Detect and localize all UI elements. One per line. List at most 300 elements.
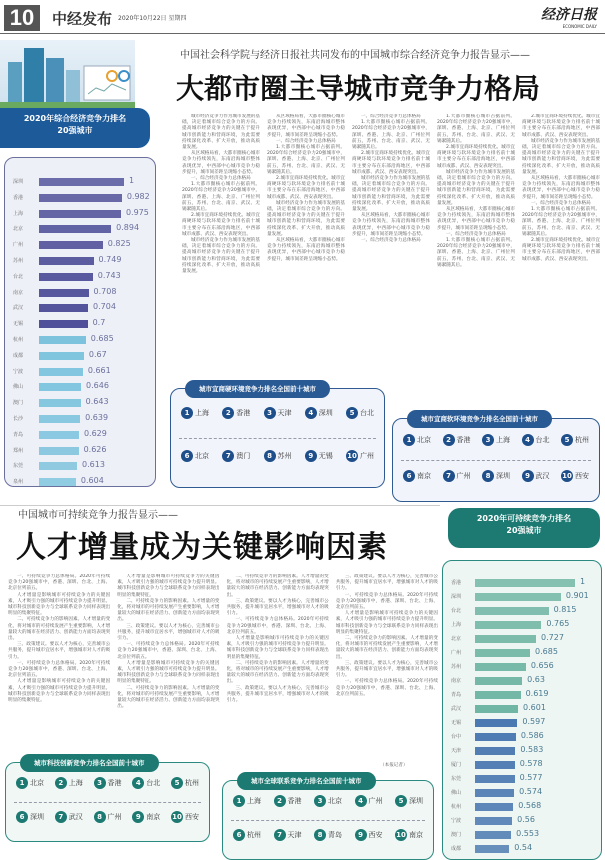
- bar-value: 1: [580, 577, 586, 586]
- ranked-city: [181, 450, 209, 462]
- rank-badge: 7: [443, 470, 455, 482]
- city-name: 成都: [13, 352, 24, 359]
- ranked-city: [264, 407, 292, 419]
- rank-badge: 7: [55, 811, 67, 823]
- bar: [39, 336, 86, 344]
- city-name: 台北: [13, 273, 24, 280]
- box-title: 城市宜商软环境竞争力排名全国前十城市: [407, 410, 552, 428]
- ranked-city: [482, 470, 510, 482]
- rank-badge: 5: [346, 407, 358, 419]
- city-name: 上海: [451, 622, 462, 628]
- paragraph: 从区域格局看，大都市圈核心城市竞争力持续领先，东南沿海城市整体表现优异，中西部中心城市竞争力稳步提升，城市间差距呈现缩小态势。: [522, 176, 600, 200]
- city-label: 南京: [417, 471, 431, 480]
- chart-row: [443, 717, 601, 729]
- section-title: 中经发布: [52, 10, 113, 28]
- paragraph: 2.城市宜商环境持续优化。城市宜商硬环境与软环境竞争力排名前十城市主要分布在东部沿海地区，中西部城市成都、武汉、西安表现突出。: [437, 145, 515, 169]
- rank-badge: 1: [403, 434, 415, 446]
- city-name: 无锡: [451, 720, 462, 726]
- text-column: [227, 574, 329, 742]
- city-label: 广州: [368, 797, 383, 806]
- bar: [475, 719, 517, 727]
- city-label: 武汉: [68, 813, 83, 822]
- chart-row: [5, 208, 155, 220]
- city-label: 上海: [496, 435, 510, 444]
- paragraph: 2.城市宜商环境持续优化。城市宜商硬环境与软环境竞争力排名前十城市主要分布在东部沿海地区，中西部城市成都、武汉、西安表现突出。: [352, 151, 430, 175]
- city-name: 澳门: [13, 400, 24, 407]
- city-label: 南京: [146, 813, 161, 822]
- paragraph: 三、政策建议。要以人才为核心，完善城市公共服务，提升城市宜居水平，增强城市对人才的吸引力。: [226, 685, 329, 704]
- paragraph: 二、可持续竞争力的影响因素。人才增量的变化，将对城市的可持续发展产生重要影响，人才增量较大的城市在经济活力、创新能力方面均表现突出。: [226, 660, 329, 685]
- chart-row: [443, 661, 601, 673]
- bar: [475, 635, 536, 643]
- rank-badge: 2: [222, 407, 234, 419]
- chart-row: [5, 192, 155, 204]
- city-label: 台北: [360, 408, 374, 417]
- chart-row: [5, 429, 155, 441]
- chart-row: [5, 223, 155, 235]
- city-label: 上海: [247, 797, 261, 806]
- ranked-city: [16, 777, 44, 789]
- paragraph: 2.城市宜商环境持续优化。城市宜商硬环境与软环境竞争力排名前十城市主要分布在东部沿海地区，中西部城市成都、武汉、西安表现突出。: [182, 213, 260, 237]
- city-label: 北京: [328, 797, 342, 806]
- rank-badge: 3: [94, 777, 106, 789]
- bar-value: 0.626: [83, 444, 107, 454]
- rank-badge: 7: [274, 829, 286, 841]
- rank-badge: 5: [395, 795, 407, 807]
- rank-badge: 5: [561, 434, 573, 446]
- city-label: 香港: [236, 408, 251, 417]
- page-number: 10: [4, 5, 40, 31]
- ranked-city: [233, 829, 261, 841]
- bar: [39, 447, 79, 455]
- chart-row: [5, 255, 155, 267]
- ranked-city: [443, 470, 471, 482]
- city-name: 深圳: [451, 594, 462, 600]
- paragraph: 一、可持续竞争力总体格局。2020年可持续竞争力20强城市中，香港、深圳、台北、上海、北京位列前五。: [117, 642, 220, 660]
- chart-row: [443, 633, 601, 645]
- city-name: 泉州: [13, 479, 24, 486]
- bar-value: 0.685: [90, 334, 114, 343]
- paragraph: 三、政策建议。要以人才为核心，完善城市公共服务，提升城市宜居水平，增强城市对人才的吸引力。: [335, 660, 438, 679]
- global-connection-box: [222, 777, 434, 860]
- rank-badge: 3: [314, 795, 326, 807]
- dashed-divider: [231, 820, 425, 821]
- newspaper-logo-en: ECONOMIC DAILY: [562, 24, 597, 29]
- rank-badge: 9: [355, 829, 367, 841]
- city-label: 上海: [195, 408, 209, 417]
- bar-value: 0.685: [535, 647, 558, 656]
- chart-row: [5, 381, 155, 393]
- bar: [39, 478, 76, 486]
- chart-row: [443, 619, 601, 631]
- bar: [39, 257, 94, 265]
- bar: [39, 383, 81, 391]
- city-label: 广州: [360, 451, 374, 460]
- ranked-city: [222, 407, 250, 419]
- city-name: 台中: [451, 734, 462, 740]
- city-name: 北京: [451, 636, 462, 642]
- bar-value: 0.815: [553, 605, 577, 614]
- bar: [39, 320, 88, 328]
- chart-row: [443, 829, 601, 841]
- chart-row: [443, 745, 601, 757]
- ranked-city: [305, 407, 333, 419]
- ranked-city: [222, 450, 250, 462]
- city-name: 上海: [13, 210, 24, 217]
- bar-value: 0.656: [530, 661, 554, 670]
- box-title: 城市科技创新竞争力排名全国前十城市: [20, 754, 159, 772]
- ranked-city: [94, 811, 122, 823]
- city-name: 武汉: [451, 706, 462, 712]
- rank-badge: 1: [181, 407, 193, 419]
- city-label: 南京: [409, 831, 423, 840]
- city-name: 南京: [451, 678, 462, 684]
- chart-row: [443, 773, 601, 785]
- paragraph: 2.城市宜商环境持续优化。城市宜商硬环境与软环境竞争力排名前十城市主要分布在东部沿海地区，中西部城市成都、武汉、西安表现突出。: [522, 238, 600, 262]
- city-label: 深圳: [318, 408, 333, 417]
- bar: [39, 352, 84, 360]
- ranked-city: [346, 407, 374, 419]
- rank-badge: 5: [171, 777, 183, 789]
- rank-badge: 7: [222, 450, 234, 462]
- ranked-city: [522, 470, 550, 482]
- paragraph: 1.大都市圈核心城市占据前列。2020年综合经济竞争力20强城市中，深圳、香港、上海、北京、广州位列前五，苏州、台北、南京、武汉、无锡紧随其后。: [437, 238, 515, 268]
- bar-value: 0.982: [126, 191, 150, 201]
- ranked-city: [561, 470, 589, 482]
- ranked-city: [132, 777, 160, 789]
- city-name: 广州: [13, 242, 24, 249]
- paragraph: 1.大都市圈核心城市占据前列。2020年综合经济竞争力20强城市中，深圳、香港、上海、北京、广州位列前五，苏州、台北、南京、武汉、无锡紧随其后。: [182, 182, 260, 213]
- chart-row: [5, 460, 155, 472]
- bottom-article-kicker: 中国城市可持续竞争力报告显示——: [18, 510, 178, 521]
- paragraph: 从区域格局看，大都市圈核心城市竞争力持续领先，东南沿海城市整体表现优异，中西部中心城市竞争力稳步提升，城市间差距呈现缩小态势。: [182, 151, 260, 175]
- bar-value: 0.743: [97, 270, 121, 280]
- bar-value: 0.56: [517, 815, 535, 824]
- bar-value: 0.749: [98, 255, 122, 264]
- bar: [39, 431, 79, 439]
- city-name: 宁波: [13, 368, 24, 375]
- top-article-body: [182, 114, 600, 376]
- paragraph: 三、政策建议。要以人才为核心，完善城市公共服务，提升城市宜居水平，增强城市对人才的吸引力。: [8, 642, 111, 660]
- bar-value: 0.568: [518, 801, 542, 810]
- right-chart-title: [448, 508, 600, 548]
- chart-row: [443, 591, 601, 603]
- city-label: 杭州: [247, 831, 261, 840]
- city-label: 苏州: [277, 451, 292, 460]
- city-name: 厦门: [451, 762, 462, 768]
- city-name: 香港: [13, 194, 24, 201]
- chart-row: [443, 815, 601, 827]
- bar: [475, 677, 522, 685]
- rank-badge: 4: [305, 407, 317, 419]
- chart-row: [443, 787, 601, 799]
- city-name: 杭州: [451, 804, 462, 810]
- city-label: 杭州: [185, 779, 199, 788]
- chart-row: [5, 176, 155, 188]
- ranked-city: [94, 777, 122, 789]
- ranked-city: [443, 434, 471, 446]
- paragraph: 人才增量是影响城市可持续竞争力的关键因素，人才吸引力强的城市可持续竞争力提升明显。城市科技创新竞争力与全球联系竞争力同样表现出明显的集聚特征。: [8, 592, 111, 617]
- paragraph: 1.大都市圈核心城市占据前列。2020年综合经济竞争力20强城市中，深圳、香港、上海、北京、广州位列前五，苏州、台北、南京、武汉、无锡紧随其后。: [352, 120, 430, 151]
- ranked-city: [55, 811, 83, 823]
- paragraph: 1.大都市圈核心城市占据前列。2020年综合经济竞争力20强城市中，深圳、香港、上海、北京、广州位列前五，苏州、台北、南京、武汉、无锡紧随其后。: [437, 114, 515, 144]
- bar-value: 0.894: [116, 223, 140, 233]
- ranked-city: [346, 450, 374, 462]
- city-label: 北京: [417, 435, 431, 444]
- city-label: 北京: [30, 779, 44, 788]
- paragraph: 二、可持续竞争力的影响因素。人才增量的变化，将对城市的可持续发展产生重要影响，人才增量较大的城市在经济活力、创新能力方面均表现突出。: [8, 617, 111, 642]
- bar-value: 0.601: [523, 703, 546, 712]
- rank-badge: 6: [233, 829, 245, 841]
- city-label: 西安: [185, 813, 199, 822]
- paragraph: 三、政策建议。要以人才为核心，完善城市公共服务，提升城市宜居水平，增强城市对人才的吸引力。: [117, 623, 220, 642]
- city-label: 香港: [107, 779, 122, 788]
- rank-badge: 9: [305, 450, 317, 462]
- bar-value: 0.553: [516, 829, 540, 838]
- paragraph: 一、可持续竞争力总体格局。2020年可持续竞争力20强城市中，香港、深圳、台北、上海、北京位列前五。: [226, 617, 329, 635]
- bar: [475, 649, 530, 657]
- bar-value: 0.704: [93, 302, 116, 312]
- bar: [39, 194, 122, 202]
- paragraph: 1.大都市圈核心城市占据前列。2020年综合经济竞争力20强城市中，深圳、香港、上海、北京、广州位列前五，苏州、台北、南京、武汉、无锡紧随其后。: [267, 145, 345, 175]
- chart-row: [443, 647, 601, 659]
- city-label: 澳门: [236, 451, 251, 460]
- header-rule: [0, 33, 605, 34]
- bar-value: 0.578: [519, 759, 543, 768]
- left-ranking-chart: [4, 157, 156, 487]
- paragraph: 城市经济竞争力作为城市发展的基础，决定着城市综合竞争力的方向。提高城市经济竞争力的关键在于提升城市创新能力和营商环境，为此需要持续深化改革、扩大开放，推动高质量发展。: [182, 114, 260, 151]
- chart-row: [5, 397, 155, 409]
- chart-row: [443, 577, 601, 589]
- chart-row: [443, 801, 601, 813]
- city-label: 深圳: [409, 797, 423, 806]
- right-chart-title-line1: 2020年可持续竞争力排名: [476, 514, 572, 523]
- ranked-city: [171, 777, 199, 789]
- bottom-article-headline: 人才增量成为关键影响因素: [16, 530, 388, 565]
- bar: [475, 663, 526, 671]
- ranked-city: [264, 450, 292, 462]
- bar: [39, 178, 124, 186]
- rank-badge: 10: [347, 451, 357, 460]
- rank-badge: 6: [16, 811, 28, 823]
- tech-innovation-box: [5, 759, 210, 842]
- bar-value: 0.646: [86, 381, 109, 391]
- city-label: 香港: [287, 797, 302, 806]
- bar-value: 0.639: [85, 413, 109, 422]
- bar-value: 0.67: [88, 349, 107, 359]
- city-label: 北京: [195, 451, 209, 460]
- rank-badge: 3: [264, 407, 276, 419]
- city-name: 深圳: [13, 179, 24, 185]
- bar: [39, 415, 80, 423]
- paragraph: 二、可持续竞争力的影响因素。人才增量的变化，将对城市的可持续发展产生重要影响，人才增量较大的城市在经济活力、创新能力方面均表现突出。: [226, 574, 329, 598]
- bar-value: 0.825: [107, 239, 131, 249]
- bar: [39, 225, 111, 233]
- rank-badge: 2: [443, 434, 455, 446]
- rank-badge: 2: [55, 777, 67, 789]
- paragraph: 城市经济竞争力作为城市发展的基础，决定着城市综合竞争力的方向。提高城市经济竞争力的关键在于提升城市创新能力和营商环境，为此需要持续深化改革、扩大开放，推动高质量发展。: [182, 238, 260, 275]
- paragraph: 一、综合经济竞争力总体格局: [191, 176, 251, 182]
- ranked-city: [16, 811, 44, 823]
- bar: [475, 831, 511, 839]
- city-name: 佛山: [451, 790, 462, 796]
- top-article-headline: 大都市圈主导城市竞争力格局: [176, 72, 541, 105]
- city-label: 武汉: [535, 471, 550, 480]
- bar: [475, 803, 513, 811]
- chart-row: [443, 689, 601, 701]
- rank-badge: 6: [181, 450, 193, 462]
- city-name: 成都: [451, 846, 462, 852]
- bar: [39, 304, 88, 312]
- bar: [475, 733, 516, 741]
- city-name: 青岛: [451, 692, 462, 698]
- bar: [39, 462, 77, 470]
- chart-row: [443, 731, 601, 743]
- ranked-city: [403, 470, 431, 482]
- city-label: 深圳: [30, 813, 44, 822]
- left-chart-title: [0, 108, 150, 148]
- city-name: 佛山: [13, 384, 24, 391]
- city-label: 台北: [535, 435, 550, 444]
- chart-row: [5, 239, 155, 251]
- skyline-icon: [0, 40, 135, 108]
- paragraph: 二、可持续竞争力的影响因素。人才增量的变化，将对城市的可持续发展产生重要影响，人才增量较大的城市在经济活力、创新能力方面均表现突出。: [117, 685, 220, 710]
- rank-badge: 8: [94, 811, 106, 823]
- ranked-city: [55, 777, 83, 789]
- rank-badge: 9: [522, 470, 534, 482]
- chart-row: [5, 366, 155, 378]
- bar: [475, 817, 512, 825]
- rank-badge: 4: [522, 434, 534, 446]
- city-name: 苏州: [451, 664, 462, 670]
- paragraph: 三、政策建议。要以人才为核心，完善城市公共服务，提升城市宜居水平，增强城市对人才的吸引力。: [335, 574, 438, 592]
- city-label: 天津: [287, 831, 302, 840]
- paragraph: 人才增量是影响城市可持续竞争力的关键因素，人才吸引力强的城市可持续竞争力提升明显。城市科技创新竞争力与全球联系竞争力同样表现出明显的集聚特征。: [226, 636, 329, 660]
- bar-value: 1: [129, 176, 135, 185]
- chart-row: [5, 413, 155, 425]
- bar-value: 0.708: [93, 286, 117, 296]
- city-name: 南京: [13, 289, 24, 296]
- ranked-city: [355, 829, 383, 841]
- bar: [475, 845, 509, 853]
- bar: [475, 691, 521, 699]
- chart-row: [5, 334, 155, 346]
- city-label: 无锡: [318, 451, 333, 460]
- chart-row: [5, 476, 155, 488]
- city-name: 广州: [451, 650, 462, 656]
- soft-environment-box: [392, 415, 600, 502]
- chart-row: [443, 843, 601, 855]
- city-label: 青岛: [328, 831, 342, 840]
- bar-value: 0.577: [519, 773, 543, 782]
- city-name: 无锡: [13, 321, 24, 328]
- city-name: 天津: [451, 748, 462, 754]
- text-column: [336, 574, 438, 742]
- paragraph: 人才增量是影响城市可持续竞争力的关键因素，人才吸引力强的城市可持续竞争力提升明显。城市科技创新竞争力与全球联系竞争力同样表现出明显的集聚特征。: [117, 574, 220, 598]
- paragraph: 2.城市宜商环境持续优化。城市宜商硬环境与软环境竞争力排名前十城市主要分布在东部沿海地区，中西部城市成都、武汉、西安表现突出。: [267, 176, 345, 200]
- city-illustration: [0, 40, 135, 108]
- bar: [475, 579, 575, 587]
- issue-date: 2020年10月22日 星期四: [118, 15, 187, 22]
- text-column: [352, 114, 430, 376]
- chart-row: [5, 445, 155, 457]
- paragraph: 一、可持续竞争力总体格局。2020年可持续竞争力20强城市中，香港、深圳、台北、上海、北京位列前五。: [335, 592, 438, 611]
- rank-badge: 6: [403, 470, 415, 482]
- bar-value: 0.643: [85, 397, 109, 407]
- ranked-city: [233, 795, 261, 807]
- ranked-city: [561, 434, 589, 446]
- bar-value: 0.63: [527, 675, 545, 684]
- chart-row: [5, 287, 155, 299]
- box-title: 城市宜商硬环境竞争力排名全国前十城市: [185, 380, 330, 398]
- ranked-city: [274, 795, 302, 807]
- newspaper-logo: 经济日报: [541, 7, 597, 23]
- text-column: [437, 114, 515, 376]
- bar-value: 0.54: [514, 843, 533, 852]
- right-ranking-chart: [442, 560, 602, 860]
- city-name: 青岛: [13, 431, 24, 438]
- rank-badge: 4: [355, 795, 367, 807]
- paragraph: 1.大都市圈核心城市占据前列。2020年综合经济竞争力20强城市中，深圳、香港、上海、北京、广州位列前五，苏州、台北、南京、武汉、无锡紧随其后。: [522, 207, 600, 237]
- paragraph: 城市经济竞争力作为城市发展的基础，决定着城市综合竞争力的方向。提高城市经济竞争力的关键在于提升城市创新能力和营商环境，为此需要持续深化改革、扩大开放，推动高质量发展。: [437, 169, 515, 206]
- byline: （本报记者）: [380, 763, 408, 768]
- bar-value: 0.586: [520, 731, 544, 740]
- section-divider: [0, 505, 440, 506]
- bar-value: 0.661: [87, 365, 111, 375]
- ranked-city: [403, 434, 431, 446]
- paragraph: 城市经济竞争力作为城市发展的基础，决定着城市综合竞争力的方向。提高城市经济竞争力的关键在于提升城市创新能力和营商环境，为此需要持续深化改革、扩大开放，推动高质量发展。: [352, 176, 430, 213]
- rank-badge: 10: [562, 471, 572, 480]
- bar-value: 0.583: [520, 745, 544, 754]
- city-name: 杭州: [13, 337, 24, 343]
- city-label: 广州: [456, 471, 471, 480]
- paragraph: 从区域格局看，大都市圈核心城市竞争力持续领先，东南沿海城市整体表现优异，中西部中心城市竞争力稳步提升，城市间差距呈现缩小态势。: [267, 114, 345, 138]
- rank-badge: 10: [396, 831, 406, 840]
- bottom-article-body: [8, 574, 438, 742]
- hard-environment-box: [170, 385, 385, 488]
- bar: [475, 775, 515, 783]
- paragraph: 一、综合经济竞争力总体格局: [361, 114, 421, 119]
- city-name: 北京: [13, 226, 24, 233]
- left-chart-title-line1: 2020年综合经济竞争力排名: [23, 114, 127, 123]
- bar: [475, 789, 514, 797]
- city-label: 西安: [575, 471, 589, 480]
- bar-value: 0.574: [519, 787, 543, 796]
- rank-badge: 4: [132, 777, 144, 789]
- ranked-city: [395, 795, 423, 807]
- rank-badge: 10: [172, 813, 182, 822]
- paragraph: 城市经济竞争力作为城市发展的基础，决定着城市综合竞争力的方向。提高城市经济竞争力的关键在于提升城市创新能力和营商环境，为此需要持续深化改革、扩大开放，推动高质量发展。: [267, 200, 345, 237]
- chart-row: [443, 703, 601, 715]
- chart-row: [5, 302, 155, 314]
- city-label: 上海: [68, 779, 83, 788]
- chart-row: [5, 350, 155, 362]
- bar: [39, 210, 121, 218]
- paragraph: 一、综合经济竞争力总体格局: [361, 238, 421, 244]
- rank-badge: 3: [482, 434, 494, 446]
- ranked-city: [482, 434, 510, 446]
- ranked-city: [305, 450, 333, 462]
- paragraph: 一、综合经济竞争力总体格局: [531, 200, 591, 206]
- chart-row: [443, 759, 601, 771]
- city-name: 郑州: [13, 447, 24, 454]
- right-chart-title-line2: 20强城市: [506, 526, 542, 535]
- city-name: 长沙: [13, 416, 24, 422]
- chart-row: [443, 675, 601, 687]
- city-label: 香港: [456, 435, 471, 444]
- city-label: 杭州: [575, 435, 589, 444]
- city-label: 西安: [368, 831, 383, 840]
